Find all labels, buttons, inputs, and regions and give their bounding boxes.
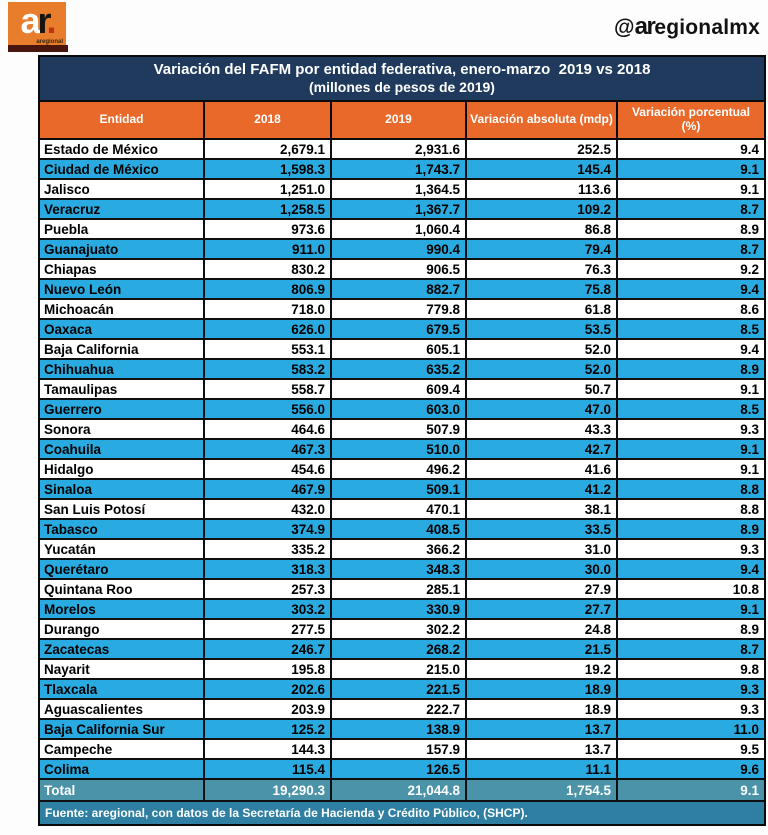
aregional-logo: [8, 2, 68, 52]
cell-variacion-absoluta: 113.6: [467, 180, 618, 200]
aregional-logo-wordmark: [8, 2, 66, 40]
cell-2018: 1,251.0: [205, 180, 332, 200]
total-2018: 19,290.3: [205, 780, 332, 802]
cell-2019: 348.3: [332, 560, 467, 580]
cell-2019: 509.1: [332, 480, 467, 500]
cell-2018: 911.0: [205, 240, 332, 260]
cell-entidad: Tamaulipas: [40, 380, 205, 400]
cell-variacion-absoluta: 42.7: [467, 440, 618, 460]
table-row: [40, 360, 764, 380]
table-row: [40, 180, 764, 200]
table-row: [40, 300, 764, 320]
column-header-entidad: Entidad: [40, 102, 205, 140]
cell-entidad: Coahuila: [40, 440, 205, 460]
cell-2019: 408.5: [332, 520, 467, 540]
cell-variacion-porcentual: 8.5: [618, 320, 764, 340]
column-header-2019: 2019: [332, 102, 467, 140]
logo-letter-a: a: [20, 0, 38, 41]
cell-variacion-absoluta: 75.8: [467, 280, 618, 300]
cell-variacion-porcentual: 11.0: [618, 720, 764, 740]
cell-entidad: Jalisco: [40, 180, 205, 200]
handle-rest: egionalmx: [654, 16, 760, 39]
twitter-handle: [614, 13, 760, 41]
cell-entidad: Chihuahua: [40, 360, 205, 380]
cell-entidad: Baja California Sur: [40, 720, 205, 740]
cell-2019: 330.9: [332, 600, 467, 620]
logo-letter-r: r: [37, 0, 47, 41]
cell-variacion-porcentual: 9.8: [618, 660, 764, 680]
total-variacion-absoluta: 1,754.5: [467, 780, 618, 802]
cell-variacion-absoluta: 27.9: [467, 580, 618, 600]
cell-2019: 302.2: [332, 620, 467, 640]
cell-variacion-porcentual: 8.8: [618, 480, 764, 500]
cell-2018: 553.1: [205, 340, 332, 360]
table-row: [40, 380, 764, 400]
table-header-row: [40, 102, 764, 140]
cell-2018: 246.7: [205, 640, 332, 660]
cell-2019: 1,060.4: [332, 220, 467, 240]
cell-entidad: Sonora: [40, 420, 205, 440]
handle-brand: ar: [634, 13, 655, 40]
cell-variacion-porcentual: 9.3: [618, 540, 764, 560]
cell-entidad: Nuevo León: [40, 280, 205, 300]
cell-2019: 1,364.5: [332, 180, 467, 200]
cell-2018: 718.0: [205, 300, 332, 320]
cell-entidad: Estado de México: [40, 140, 205, 160]
table-row: [40, 460, 764, 480]
cell-variacion-absoluta: 47.0: [467, 400, 618, 420]
table-row: [40, 720, 764, 740]
cell-variacion-porcentual: 9.3: [618, 700, 764, 720]
cell-2018: 830.2: [205, 260, 332, 280]
cell-2018: 257.3: [205, 580, 332, 600]
cell-entidad: Baja California: [40, 340, 205, 360]
cell-variacion-porcentual: 8.9: [618, 360, 764, 380]
cell-2018: 277.5: [205, 620, 332, 640]
aregional-logo-box: [8, 2, 66, 45]
cell-variacion-absoluta: 13.7: [467, 720, 618, 740]
cell-entidad: Ciudad de México: [40, 160, 205, 180]
cell-2019: 1,743.7: [332, 160, 467, 180]
cell-variacion-absoluta: 18.9: [467, 680, 618, 700]
cell-entidad: Aguascalientes: [40, 700, 205, 720]
column-header-variacion-absoluta: Variación absoluta (mdp): [467, 102, 618, 140]
cell-2018: 335.2: [205, 540, 332, 560]
logo-tagline-bar: [8, 45, 68, 52]
cell-2019: 906.5: [332, 260, 467, 280]
cell-entidad: Guerrero: [40, 400, 205, 420]
cell-variacion-absoluta: 252.5: [467, 140, 618, 160]
cell-2018: 467.9: [205, 480, 332, 500]
cell-variacion-absoluta: 86.8: [467, 220, 618, 240]
table-row: [40, 200, 764, 220]
cell-2019: 222.7: [332, 700, 467, 720]
column-header-2018: 2018: [205, 102, 332, 140]
cell-entidad: Durango: [40, 620, 205, 640]
cell-2019: 1,367.7: [332, 200, 467, 220]
cell-2018: 374.9: [205, 520, 332, 540]
cell-variacion-absoluta: 18.9: [467, 700, 618, 720]
cell-2019: 882.7: [332, 280, 467, 300]
table-row: [40, 540, 764, 560]
cell-2018: 195.8: [205, 660, 332, 680]
table-row: [40, 480, 764, 500]
table-row: [40, 280, 764, 300]
cell-entidad: Morelos: [40, 600, 205, 620]
cell-2018: 318.3: [205, 560, 332, 580]
cell-variacion-absoluta: 109.2: [467, 200, 618, 220]
cell-variacion-porcentual: 9.1: [618, 180, 764, 200]
cell-variacion-absoluta: 13.7: [467, 740, 618, 760]
cell-variacion-porcentual: 9.1: [618, 460, 764, 480]
cell-variacion-porcentual: 8.8: [618, 500, 764, 520]
cell-variacion-absoluta: 31.0: [467, 540, 618, 560]
cell-variacion-absoluta: 19.2: [467, 660, 618, 680]
cell-variacion-absoluta: 52.0: [467, 340, 618, 360]
cell-2018: 2,679.1: [205, 140, 332, 160]
cell-entidad: Michoacán: [40, 300, 205, 320]
table-body: [40, 140, 764, 780]
cell-variacion-porcentual: 9.3: [618, 680, 764, 700]
cell-2018: 115.4: [205, 760, 332, 780]
cell-2019: 268.2: [332, 640, 467, 660]
cell-2019: 507.9: [332, 420, 467, 440]
table-row: [40, 660, 764, 680]
column-header-variacion-porcentual: Variación porcentual (%): [618, 102, 764, 140]
cell-variacion-porcentual: 8.7: [618, 200, 764, 220]
cell-entidad: Hidalgo: [40, 460, 205, 480]
cell-variacion-porcentual: 9.3: [618, 420, 764, 440]
table-row: [40, 640, 764, 660]
table-row: [40, 740, 764, 760]
cell-variacion-absoluta: 21.5: [467, 640, 618, 660]
cell-2019: 285.1: [332, 580, 467, 600]
cell-2018: 202.6: [205, 680, 332, 700]
table-row: [40, 160, 764, 180]
cell-entidad: Yucatán: [40, 540, 205, 560]
source-note: Fuente: aregional, con datos de la Secretaría de Hacienda y Crédito Público, (SHCP).: [40, 802, 764, 824]
total-label: Total: [40, 780, 205, 802]
cell-variacion-porcentual: 8.7: [618, 640, 764, 660]
cell-entidad: Colima: [40, 760, 205, 780]
cell-variacion-porcentual: 8.9: [618, 520, 764, 540]
cell-variacion-absoluta: 41.2: [467, 480, 618, 500]
cell-entidad: Querétaro: [40, 560, 205, 580]
cell-variacion-porcentual: 8.6: [618, 300, 764, 320]
cell-entidad: Nayarit: [40, 660, 205, 680]
table-row: [40, 600, 764, 620]
cell-2018: 125.2: [205, 720, 332, 740]
total-2019: 21,044.8: [332, 780, 467, 802]
cell-variacion-porcentual: 9.6: [618, 760, 764, 780]
cell-entidad: Chiapas: [40, 260, 205, 280]
cell-variacion-porcentual: 8.9: [618, 620, 764, 640]
cell-2018: 556.0: [205, 400, 332, 420]
cell-variacion-absoluta: 145.4: [467, 160, 618, 180]
cell-2018: 558.7: [205, 380, 332, 400]
cell-variacion-absoluta: 11.1: [467, 760, 618, 780]
cell-2019: 990.4: [332, 240, 467, 260]
cell-variacion-absoluta: 41.6: [467, 460, 618, 480]
cell-2018: 303.2: [205, 600, 332, 620]
cell-2018: 432.0: [205, 500, 332, 520]
table-row: [40, 140, 764, 160]
handle-at: @: [613, 16, 635, 39]
cell-variacion-porcentual: 9.4: [618, 280, 764, 300]
table-row: [40, 320, 764, 340]
cell-2019: 157.9: [332, 740, 467, 760]
table-row: [40, 440, 764, 460]
cell-variacion-porcentual: 9.1: [618, 440, 764, 460]
cell-2018: 467.3: [205, 440, 332, 460]
cell-2019: 510.0: [332, 440, 467, 460]
cell-2019: 138.9: [332, 720, 467, 740]
table-row: [40, 680, 764, 700]
cell-2019: 679.5: [332, 320, 467, 340]
total-row: [40, 780, 764, 802]
table-row: [40, 220, 764, 240]
cell-entidad: Tlaxcala: [40, 680, 205, 700]
cell-variacion-absoluta: 33.5: [467, 520, 618, 540]
cell-2018: 454.6: [205, 460, 332, 480]
table-row: [40, 240, 764, 260]
cell-2018: 144.3: [205, 740, 332, 760]
cell-variacion-absoluta: 76.3: [467, 260, 618, 280]
cell-2019: 603.0: [332, 400, 467, 420]
cell-variacion-porcentual: 8.5: [618, 400, 764, 420]
cell-entidad: Puebla: [40, 220, 205, 240]
cell-variacion-absoluta: 43.3: [467, 420, 618, 440]
cell-variacion-porcentual: 9.2: [618, 260, 764, 280]
logo-subtext: aregional: [36, 39, 63, 45]
cell-2019: 496.2: [332, 460, 467, 480]
table-row: [40, 340, 764, 360]
cell-entidad: Zacatecas: [40, 640, 205, 660]
cell-variacion-porcentual: 8.7: [618, 240, 764, 260]
cell-2019: 605.1: [332, 340, 467, 360]
table-row: [40, 520, 764, 540]
cell-2019: 366.2: [332, 540, 467, 560]
cell-2019: 2,931.6: [332, 140, 467, 160]
cell-2018: 626.0: [205, 320, 332, 340]
cell-entidad: Tabasco: [40, 520, 205, 540]
table-row: [40, 400, 764, 420]
table-row: [40, 560, 764, 580]
cell-variacion-absoluta: 61.8: [467, 300, 618, 320]
cell-variacion-porcentual: 9.4: [618, 560, 764, 580]
cell-entidad: Veracruz: [40, 200, 205, 220]
cell-variacion-porcentual: 9.5: [618, 740, 764, 760]
cell-variacion-porcentual: 9.1: [618, 600, 764, 620]
cell-variacion-absoluta: 52.0: [467, 360, 618, 380]
fafm-table: [38, 55, 766, 826]
cell-2019: 126.5: [332, 760, 467, 780]
table-row: [40, 620, 764, 640]
total-variacion-porcentual: 9.1: [618, 780, 764, 802]
cell-variacion-absoluta: 53.5: [467, 320, 618, 340]
cell-variacion-porcentual: 9.1: [618, 160, 764, 180]
cell-2019: 221.5: [332, 680, 467, 700]
logo-dot: .: [46, 0, 54, 41]
table-subtitle: (millones de pesos de 2019): [309, 79, 495, 95]
cell-entidad: Sinaloa: [40, 480, 205, 500]
cell-variacion-porcentual: 8.9: [618, 220, 764, 240]
cell-variacion-absoluta: 27.7: [467, 600, 618, 620]
cell-entidad: Guanajuato: [40, 240, 205, 260]
cell-2018: 973.6: [205, 220, 332, 240]
table-row: [40, 420, 764, 440]
table-title-bar: [40, 57, 764, 102]
table-row: [40, 260, 764, 280]
cell-variacion-absoluta: 79.4: [467, 240, 618, 260]
table-row: [40, 500, 764, 520]
cell-variacion-absoluta: 24.8: [467, 620, 618, 640]
cell-variacion-absoluta: 50.7: [467, 380, 618, 400]
cell-2018: 203.9: [205, 700, 332, 720]
cell-2018: 1,598.3: [205, 160, 332, 180]
table-row: [40, 580, 764, 600]
table-row: [40, 700, 764, 720]
cell-2018: 464.6: [205, 420, 332, 440]
cell-entidad: Quintana Roo: [40, 580, 205, 600]
cell-entidad: San Luis Potosí: [40, 500, 205, 520]
table-row: [40, 760, 764, 780]
cell-2019: 609.4: [332, 380, 467, 400]
cell-2019: 215.0: [332, 660, 467, 680]
cell-variacion-porcentual: 9.4: [618, 140, 764, 160]
cell-2018: 1,258.5: [205, 200, 332, 220]
cell-variacion-porcentual: 10.8: [618, 580, 764, 600]
cell-entidad: Campeche: [40, 740, 205, 760]
cell-variacion-absoluta: 30.0: [467, 560, 618, 580]
table-title: Variación del FAFM por entidad federativa, enero-marzo 2019 vs 2018: [153, 61, 651, 78]
cell-variacion-absoluta: 38.1: [467, 500, 618, 520]
cell-2018: 583.2: [205, 360, 332, 380]
cell-2019: 779.8: [332, 300, 467, 320]
cell-2018: 806.9: [205, 280, 332, 300]
cell-variacion-porcentual: 9.4: [618, 340, 764, 360]
cell-2019: 470.1: [332, 500, 467, 520]
cell-variacion-porcentual: 9.1: [618, 380, 764, 400]
cell-entidad: Oaxaca: [40, 320, 205, 340]
cell-2019: 635.2: [332, 360, 467, 380]
